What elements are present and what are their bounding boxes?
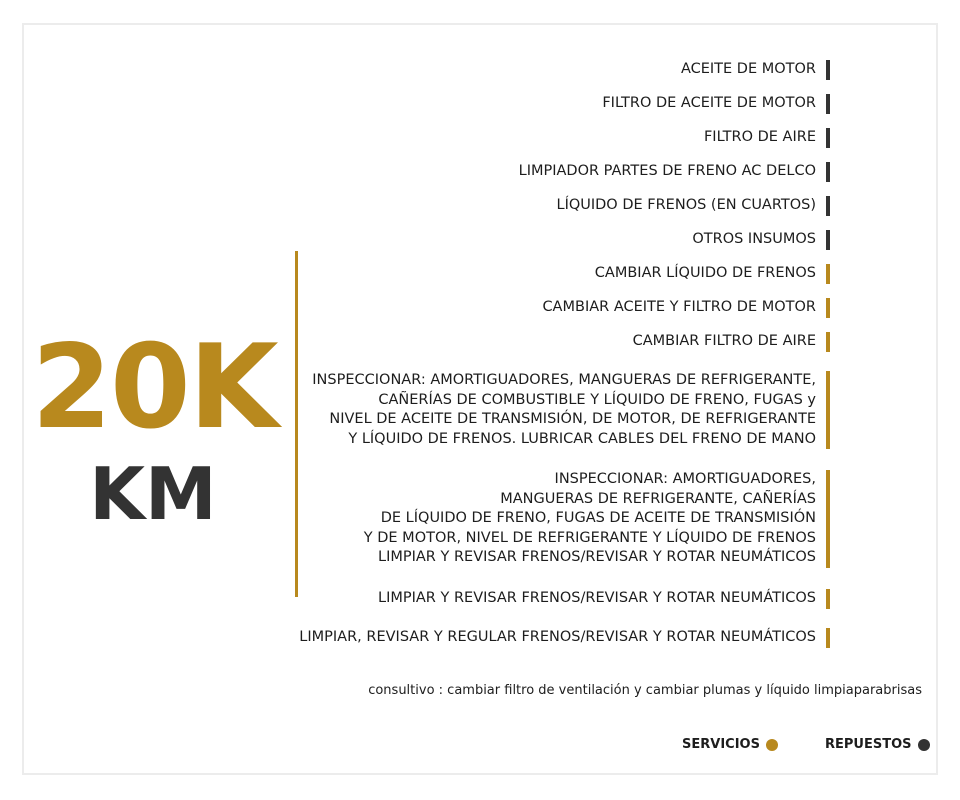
servicios-marker	[826, 470, 830, 568]
maintenance-item-line: LIMPIADOR PARTES DE FRENO AC DELCO	[518, 163, 816, 179]
maintenance-item	[602, 94, 830, 114]
maintenance-item-line: MANGUERAS DE REFRIGERANTE, CAÑERÍAS	[500, 490, 816, 507]
maintenance-item-line: CAÑERÍAS DE COMBUSTIBLE Y LÍQUIDO DE FRENO, FUGAS y	[378, 391, 816, 408]
repuestos-marker	[826, 230, 830, 250]
legend-servicios-dot-icon	[766, 739, 778, 751]
maintenance-item-line: CAMBIAR ACEITE Y FILTRO DE MOTOR	[542, 299, 816, 315]
maintenance-item	[378, 589, 830, 609]
repuestos-marker	[826, 128, 830, 148]
maintenance-item	[692, 230, 830, 250]
servicios-marker	[826, 589, 830, 609]
maintenance-item-line: LIMPIAR Y REVISAR FRENOS/REVISAR Y ROTAR NEUMÁTICOS	[378, 590, 816, 606]
maintenance-item-line: ACEITE DE MOTOR	[680, 61, 816, 77]
servicios-marker	[826, 371, 830, 449]
servicios-marker	[826, 332, 830, 352]
maintenance-item-line: CAMBIAR FILTRO DE AIRE	[632, 333, 816, 349]
legend-repuestos-dot-icon	[918, 739, 930, 751]
legend-servicios	[682, 737, 778, 752]
vertical-divider	[295, 251, 298, 597]
mileage-unit: KM	[89, 452, 217, 536]
legend-servicios-label: SERVICIOS	[682, 737, 760, 752]
maintenance-item	[299, 628, 830, 648]
servicios-marker	[826, 298, 830, 318]
maintenance-item-line: LIMPIAR, REVISAR Y REGULAR FRENOS/REVISAR Y ROTAR NEUMÁTICOS	[299, 629, 816, 645]
maintenance-item	[595, 264, 830, 284]
repuestos-marker	[826, 196, 830, 216]
maintenance-item-line: OTROS INSUMOS	[692, 231, 816, 247]
maintenance-item-line: Y DE MOTOR, NIVEL DE REFRIGERANTE Y LÍQUIDO DE FRENOS	[363, 529, 816, 546]
servicios-marker	[826, 264, 830, 284]
mileage-distance: 20K	[31, 320, 277, 455]
legend-repuestos	[825, 737, 930, 752]
maintenance-item-line: CAMBIAR LÍQUIDO DE FRENOS	[594, 265, 816, 281]
maintenance-item	[633, 332, 830, 352]
mileage-heading	[0, 320, 296, 536]
maintenance-item	[364, 470, 830, 568]
legend-repuestos-label: REPUESTOS	[825, 737, 912, 752]
repuestos-marker	[826, 60, 830, 80]
maintenance-item	[556, 196, 830, 216]
maintenance-item-line: FILTRO DE ACEITE DE MOTOR	[602, 95, 816, 111]
servicios-marker	[826, 628, 830, 648]
maintenance-item	[312, 371, 830, 449]
maintenance-item	[681, 60, 830, 80]
maintenance-item	[542, 298, 830, 318]
maintenance-item	[519, 162, 830, 182]
maintenance-item-line: NIVEL DE ACEITE DE TRANSMISIÓN, DE MOTOR, DE REFRIGERANTE	[329, 411, 816, 427]
repuestos-marker	[826, 94, 830, 114]
maintenance-item	[704, 128, 830, 148]
repuestos-marker	[826, 162, 830, 182]
maintenance-item-line: INSPECCIONAR: AMORTIGUADORES,	[554, 471, 816, 487]
maintenance-item-line: INSPECCIONAR: AMORTIGUADORES, MANGUERAS DE REFRIGERANTE,	[312, 372, 816, 388]
maintenance-item-line: DE LÍQUIDO DE FRENO, FUGAS DE ACEITE DE TRANSMISIÓN	[380, 510, 816, 526]
maintenance-item-line: Y LÍQUIDO DE FRENOS. LUBRICAR CABLES DEL FRENO DE MANO	[348, 430, 816, 447]
maintenance-item-line: FILTRO DE AIRE	[703, 129, 816, 145]
advisory-note: consultivo : cambiar filtro de ventilación y cambiar plumas y líquido limpiaparabrisas	[368, 683, 922, 698]
maintenance-item-line: LIMPIAR Y REVISAR FRENOS/REVISAR Y ROTAR NEUMÁTICOS	[378, 549, 816, 565]
maintenance-item-line: LÍQUIDO DE FRENOS (EN CUARTOS)	[556, 197, 816, 213]
